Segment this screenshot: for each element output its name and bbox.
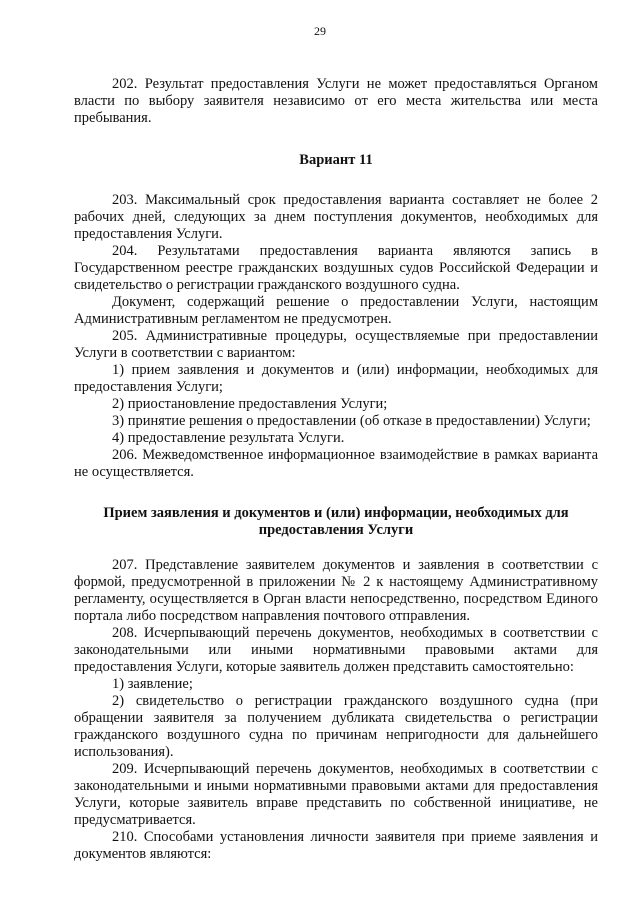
paragraph-209: 209. Исчерпывающий перечень документов, необходимых в соответствии с законодательными и иными нормативными правовыми актами для предоставления Услуги, которые заявитель вправе представить по собственной инициативе, не предусматривается.	[74, 761, 598, 828]
paragraph-207: 207. Представление заявителем документов и заявления в соответствии с формой, предусмотренной в приложении № 2 к настоящему Административному регламенту, осуществляется в Орган власти непосредственно, посредством Единого портала либо посредством направления почтового отправления.	[74, 557, 598, 624]
list-item-208-1: 1) заявление;	[112, 676, 193, 692]
list-item-205-1: 1) прием заявления и документов и (или) информации, необходимых для предоставления Услуги;	[74, 362, 598, 395]
paragraph-202: 202. Результат предоставления Услуги не может предоставляться Органом власти по выбору заявителя независимо от его места жительства или места пребывания.	[74, 76, 598, 126]
paragraph-204: 204. Результатами предоставления варианта являются запись в Государственном реестре гражданских воздушных судов Российской Федерации и свидетельство о регистрации гражданского воздушного судна.	[74, 243, 598, 293]
paragraph-205: 205. Административные процедуры, осуществляемые при предоставлении Услуги в соответствии с вариантом:	[74, 328, 598, 361]
page-number: 29	[314, 24, 326, 38]
list-item-205-2: 2) приостановление предоставления Услуги;	[112, 396, 388, 412]
variant-heading: Вариант 11	[299, 152, 373, 168]
paragraph-203: 203. Максимальный срок предоставления варианта составляет не более 2 рабочих дней, следующих за днем поступления документов, необходимых для предоставления Услуги.	[74, 192, 598, 242]
document-body	[74, 76, 598, 863]
list-item-205-3: 3) принятие решения о предоставлении (об отказе в предоставлении) Услуги;	[112, 413, 591, 429]
paragraph-206: 206. Межведомственное информационное взаимодействие в рамках варианта не осуществляется.	[74, 447, 598, 480]
section-heading: Прием заявления и документов и (или) информации, необходимых для предоставления Услуги	[103, 505, 569, 538]
paragraph-document-decision: Документ, содержащий решение о предоставлении Услуги, настоящим Административным регламентом не предусмотрен.	[74, 294, 598, 327]
paragraph-208: 208. Исчерпывающий перечень документов, необходимых в соответствии с законодательными или иными нормативными правовыми актами для предоставления Услуги, которые заявитель должен представить самостоятельно:	[74, 625, 598, 675]
paragraph-210: 210. Способами установления личности заявителя при приеме заявления и документов являются:	[74, 829, 598, 862]
list-item-205-4: 4) предоставление результата Услуги.	[112, 430, 345, 446]
list-item-208-2: 2) свидетельство о регистрации гражданского воздушного судна (при обращении заявителя за получением дубликата свидетельства о регистрации гражданского воздушного судна по причинам непригодности для дальнейшего использования).	[74, 693, 598, 760]
